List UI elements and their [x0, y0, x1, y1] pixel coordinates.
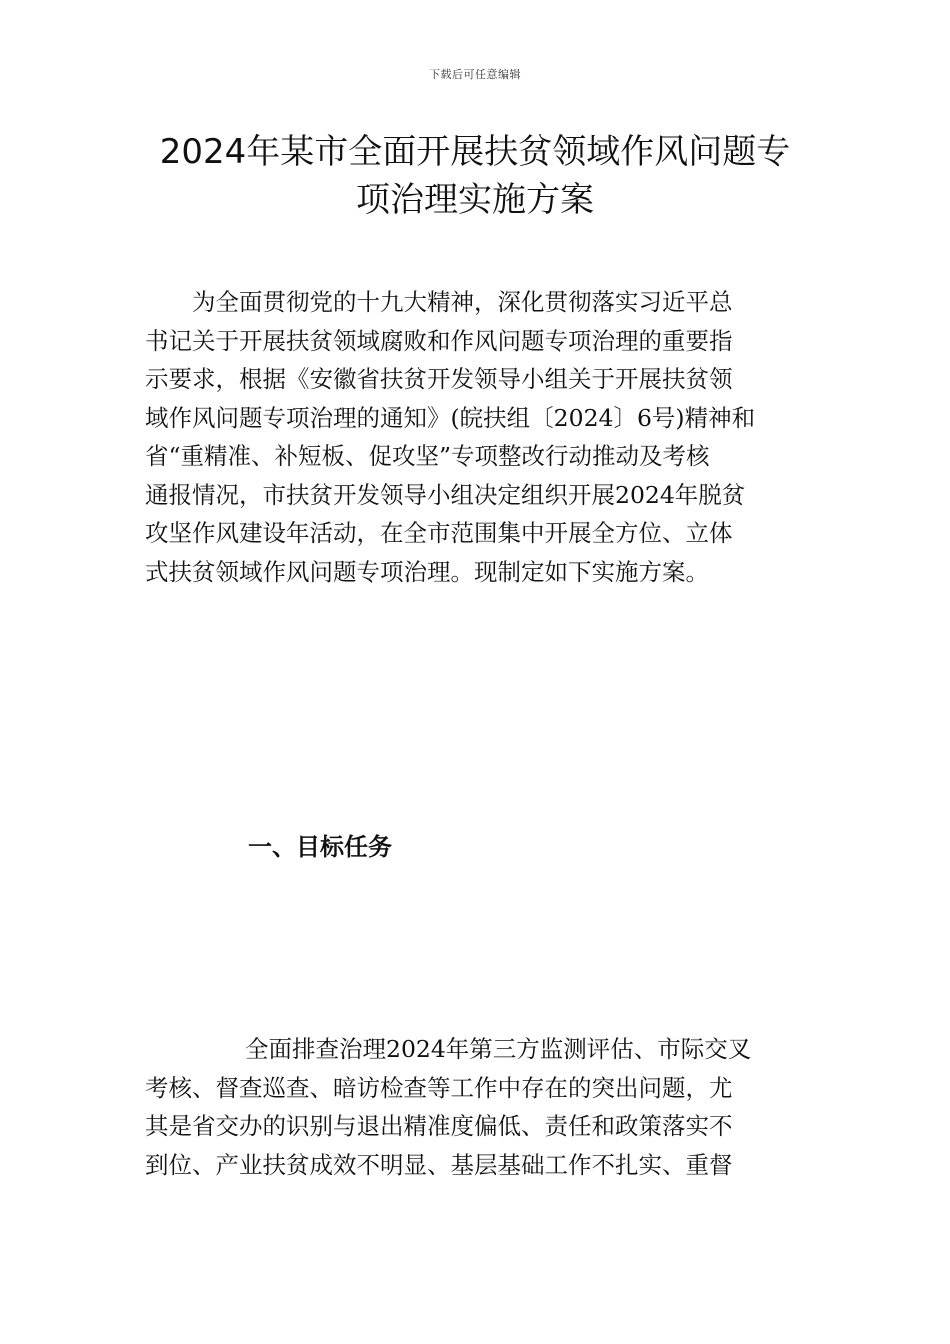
paragraph-line: 示要求，根据《安徽省扶贫开发领导小组关于开展扶贫领 — [145, 365, 733, 393]
paragraph-line: 书记关于开展扶贫领域腐败和作风问题专项治理的重要指 — [145, 326, 733, 355]
intro-paragraph — [145, 283, 810, 591]
paragraph-line: 到位、产业扶贫成效不明显、基层基础工作不扎实、重督 — [145, 1150, 733, 1179]
section-paragraph — [145, 1030, 810, 1184]
paragraph-line: 攻坚作风建设年活动，在全市范围集中开展全方位、立体 — [145, 519, 733, 547]
paragraph-line: 通报情况，市扶贫开发领导小组决定组织开展2024年脱贫 — [145, 480, 746, 509]
paragraph-line: 省“重精准、补短板、促攻坚”专项整改行动推动及考核 — [145, 442, 710, 470]
paragraph-line: 其是省交办的识别与退出精准度偏低、责任和政策落实不 — [145, 1112, 733, 1140]
paragraph-line: 为全面贯彻党的十九大精神，深化贯彻落实习近平总 — [192, 288, 733, 316]
paragraph-line: 式扶贫领域作风问题专项治理。现制定如下实施方案。 — [145, 557, 709, 586]
paragraph-line: 域作风问题专项治理的通知》(皖扶组〔2024〕6号)精神和 — [145, 403, 756, 432]
document-title — [120, 128, 830, 224]
header-note: 下载后可任意编辑 — [429, 68, 521, 81]
paragraph-line: 全面排查治理2024年第三方监测评估、市际交叉 — [245, 1035, 752, 1063]
paragraph-line: 考核、督查巡查、暗访检查等工作中存在的突出问题，尤 — [145, 1073, 733, 1102]
title-line-1: 2024年某市全面开展扶贫领域作风问题专 — [159, 132, 791, 172]
section-heading-targets: 一、目标任务 — [248, 832, 392, 861]
title-line-2: 项治理实施方案 — [356, 180, 594, 220]
